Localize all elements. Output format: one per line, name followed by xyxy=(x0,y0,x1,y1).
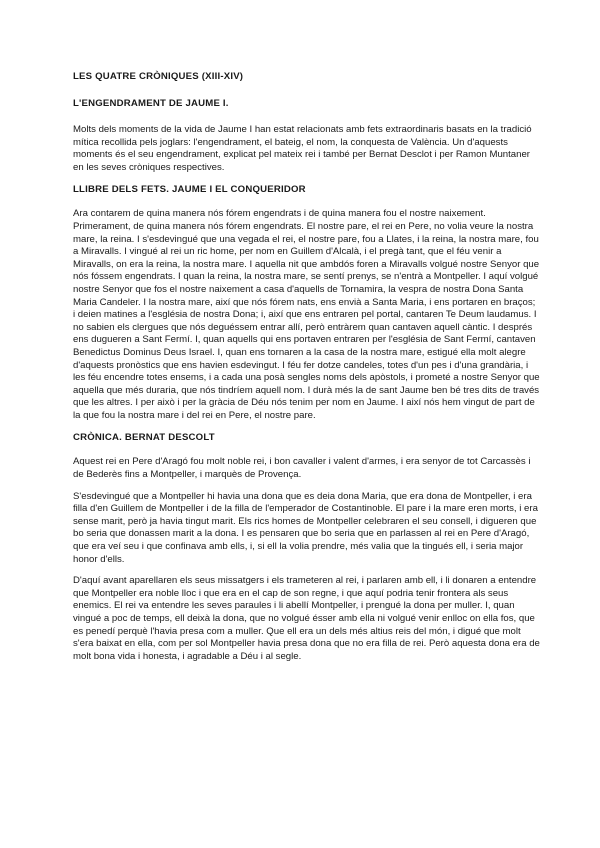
section-heading-cronica-desclot: CRÒNICA. BERNAT DESCOLT xyxy=(73,432,215,444)
section-heading-engendrament: L'ENGENDRAMENT DE JAUME I. xyxy=(73,98,229,109)
paragraph-llibre-dels-fets: Ara contarem de quina manera nós fórem engendrats i de quina manera fou el nostre naixement. Primerament, de quina manera nós fórem engendrats. El nostre pare, el rei en Pere, no volia veure la nostra mare, la reina. I s'esdevingué que una vegada el rei, el nostre pare, fou a Llates, i la reina, la nostra mare, fou a Miravalls. I vingué al rei un ric home, per nom en Guillem d'Alcalà, i el pregà tant, que el féu venir a Miravalls, on era la reina, la nostra mare. I aquella nit que ambdós foren a Miravalls volgué nostre Senyor que nós fóssem engendrats. I quan la reina, la nostra mare, se sentí prenys, se n'entrà a Montpeller. I aquí volgué nostre Senyor que fos el nostre naixement a casa d'aquells de Tornamira, la vespra de nostra Dona Santa Maria Candeler. I la nostra mare, així que nós fórem nats, ens envià a Santa Maria, i ens portaren en braços; i deien matines a l'església de nostra Dona; i, així que ens entraren pel portal, cantaren Te Deum laudamus. I no sabien els clergues que nós deguéssem entrar allí, però entràrem quan cantaven aquell càntic. I després ens dugueren a Sant Fermí. I, quan aquells qui ens portaven entraren per l'església de Sant Fermí, cantaven Benedictus Dominus Deus Israel. I, quan ens tornaren a la casa de la nostra mare, estigué ella molt alegre d'aquests pronòstics que ens havien esdevingut. I féu fer dotze candeles, totes d'un pes i d'una grandària, i les féu encendre totes ensems, i a cada una posà sengles noms dels apòstols, i prometé a nostre Senyor que aquella que més duraria, que nós tindríem aquell nom. I durà més la de sant Jaume ben bé tres dits de través que les altres. I per això i per la gràcia de Déu nós tenim per nom en Jaume. I així nós hem vingut de part de la que fou la nostra mare i del rei en Pere, el nostre pare. xyxy=(73,208,540,421)
paragraph-desclot-2: S'esdevingué que a Montpeller hi havia una dona que es deia dona Maria, que era dona de Montpeller, i era filla d'en Guillem de Montpeller i de la filla de l'emperador de Costantinoble. El pare i la mare eren morts, i era sense marit, però ja havia tingut marit. Els rics homes de Montpeller celebraren el seu consell, i digueren que bo seria que donassen marit a la dona. I es pensaren que bo seria que en parlassen al rei en Pere d'Aragó, que era veí seu i que confinava amb ells, i, si ell la volia prendre, més valia que la tingués ell, i seria major honor d'ells. xyxy=(73,490,538,565)
section-heading-llibre-dels-fets: LLIBRE DELS FETS. JAUME I EL CONQUERIDOR xyxy=(73,184,306,196)
document-title: LES QUATRE CRÒNIQUES (XIII-XIV) xyxy=(73,71,244,82)
paragraph-desclot-3: D'aquí avant aparellaren els seus missatgers i els trameteren al rei, i parlaren amb ell, i li donaren a entendre que Montpeller era noble lloc i que era en el cap de son regne, i que aquí podria tenir frontera als seus enemics. El rei va entendre les seves paraules i li abellí Montpeller, i prengué la dona per muller. I, quan vingué a poc de temps, ell deixà la dona, que no volgué ésser amb ella ni volgué venir enlloc on ella fos, que es penedí perquè l'havia presa com a muller. Que ell era un dels més altius reis del món, i digué que molt s'era baixat en ella, com per sol Montpeller havia presa dona que no era filla de rei. Però aquesta dona era de molt bona vida i honesta, i agradable a Déu i al segle. xyxy=(73,575,540,662)
paragraph-desclot-1: Aquest rei en Pere d'Aragó fou molt noble rei, i bon cavaller i valent d'armes, i era senyor de tot Carcassès i de Bederès fins a Montpeller, i marquès de Provença. xyxy=(73,456,531,481)
paragraph-intro: Molts dels moments de la vida de Jaume I han estat relacionats amb fets extraordinaris basats en la tradició mítica recollida pels joglars: l'engendrament, el bateig, el nom, la conquesta de València. Un d'aquests moments és el seu engendrament, explicat pel mateix rei i també per Bernat Desclot i per Ramon Muntaner en les seves cròniques respectives. xyxy=(73,124,532,173)
